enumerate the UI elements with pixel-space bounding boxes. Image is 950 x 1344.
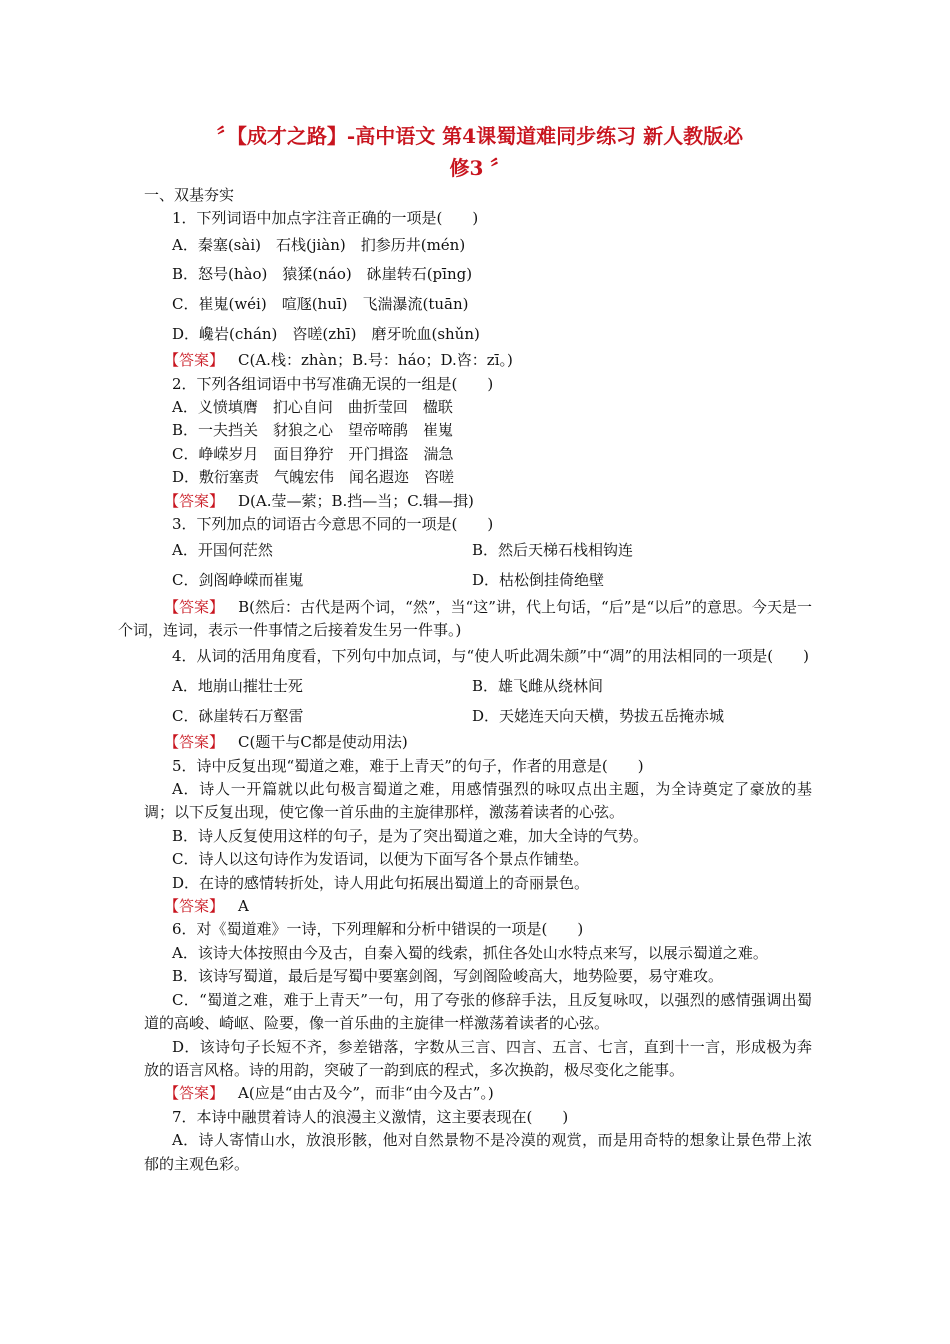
question-4-options-row2 xyxy=(172,702,812,732)
question-3-stem: 3．下列加点的词语古今意思不同的一项是( ) xyxy=(172,515,494,534)
question-2-option-c: C．峥嵘岁月 面目狰狞 开门揖盗 湍急 xyxy=(172,444,454,463)
question-4-option-c: C．砯崖转石万壑雷 xyxy=(172,706,304,725)
document-body xyxy=(118,184,812,1176)
question-6-answer xyxy=(164,1082,812,1105)
question-2-stem: 2．下列各组词语中书写准确无误的一组是( ) xyxy=(172,374,494,393)
answer-label: 【答案】 xyxy=(164,733,225,752)
document-title-line1: 〞【成才之路】-高中语文 第4课蜀道难同步练习 新人教版必 xyxy=(216,124,744,148)
question-1-option-a: A．秦塞(sài) 石栈(jiàn) 扪参历井(mén) xyxy=(172,235,466,254)
answer-text: A(应是“由古及今”，而非“由今及古”。) xyxy=(238,1084,494,1103)
question-5-answer xyxy=(164,895,812,918)
question-3-option-c: C．剑阁峥嵘而崔嵬 xyxy=(172,571,304,590)
question-6-option-a: A．该诗大体按照由今及古，自秦入蜀的线索，抓住各处山水特点来写，以展示蜀道之难。 xyxy=(172,943,768,962)
answer-text: C(A.栈：zhàn；B.号：háo；D.咨：zī。) xyxy=(238,351,513,370)
answer-label: 【答案】 xyxy=(164,491,225,510)
answer-text: B(然后：古代是两个词，“然”，当“这”讲，代上句话，“后”是“以后”的意思。今天是一个词，连词，表示一件事情之后接着发生另一件事。) xyxy=(118,597,812,640)
question-3-answer xyxy=(118,596,812,643)
answer-text: A xyxy=(238,897,249,916)
question-5-option-a: A．诗人一开篇就以此句极言蜀道之难，用感情强烈的咏叹点出主题，为全诗奠定了豪放的基调；以下反复出现，使它像一首乐曲的主旋律那样，激荡着读者的心弦。 xyxy=(144,780,812,822)
question-2-option-b: B．一夫挡关 豺狼之心 望帝啼鹃 崔嵬 xyxy=(172,421,454,440)
question-4-answer xyxy=(164,731,812,754)
question-1-answer xyxy=(164,349,812,372)
question-2-option-d: D．敷衍塞责 气魄宏伟 闻名遐迩 咨嗟 xyxy=(172,468,455,487)
question-4-option-b: B．雄飞雌从绕林间 xyxy=(472,677,604,696)
question-3-options-row1 xyxy=(172,536,812,566)
question-3-option-d: D．枯松倒挂倚绝壁 xyxy=(472,571,605,590)
question-1-stem: 1．下列词语中加点字注音正确的一项是( ) xyxy=(172,209,479,228)
question-5-stem: 5．诗中反复出现“蜀道之难，难于上青天”的句子，作者的用意是( ) xyxy=(172,756,644,775)
question-1-option-d: D．巉岩(chán) 咨嗟(zhī) 磨牙吮血(shǔn) xyxy=(172,324,480,343)
question-2-answer xyxy=(164,490,812,513)
question-5-option-d: D．在诗的感情转折处，诗人用此句拓展出蜀道上的奇丽景色。 xyxy=(172,873,590,892)
answer-label: 【答案】 xyxy=(164,351,225,370)
question-7-option-a: A．诗人寄情山水，放浪形骸，他对自然景物不是冷漠的观赏，而是用奇特的想象让景色带上浓郁的主观色彩。 xyxy=(144,1131,812,1173)
question-6-option-c: C．“蜀道之难，难于上青天”一句，用了夸张的修辞手法，且反复咏叹，以强烈的感情强调出蜀道的高峻、崎岖、险要，像一首乐曲的主旋律一样激荡着读者的心弦。 xyxy=(144,990,812,1033)
answer-text: C(题干与C都是使动用法) xyxy=(238,733,408,752)
question-6-option-d: D．该诗句子长短不齐，参差错落，字数从三言、四言、五言、七言，直到十一言，形成极为奔放的语言风格。诗的用韵，突破了一韵到底的程式，多次换韵，极尽变化之能事。 xyxy=(144,1037,812,1079)
question-4-stem: 4．从词的活用角度看，下列句中加点词，与“使人听此凋朱颜”中“凋”的用法相同的一项是( ) xyxy=(172,647,809,666)
question-2-option-a: A．义愤填膺 扪心自问 曲折莹回 楹联 xyxy=(172,398,453,416)
answer-text: D(A.莹—萦；B.挡—当；C.辑—揖) xyxy=(238,491,474,510)
section-heading: 一、双基夯实 xyxy=(144,186,235,204)
question-4-options-row1 xyxy=(172,672,812,702)
question-3-option-a: A．开国何茫然 xyxy=(172,541,273,560)
question-4-option-d: D．天姥连天向天横，势拔五岳掩赤城 xyxy=(472,706,725,725)
question-6-stem: 6．对《蜀道难》一诗，下列理解和分析中错误的一项是( ) xyxy=(172,920,584,939)
question-5-option-c: C．诗人以这句诗作为发语词，以便为下面写各个景点作铺垫。 xyxy=(172,850,589,869)
question-7-stem: 7．本诗中融贯着诗人的浪漫主义激情，这主要表现在( ) xyxy=(172,1107,569,1126)
question-1-option-b: B．怒号(hào) 猿猱(náo) 砯崖转石(pīng) xyxy=(172,265,473,284)
question-3-options-row2 xyxy=(172,566,812,596)
question-5-option-b: B．诗人反复使用这样的句子，是为了突出蜀道之难，加大全诗的气势。 xyxy=(172,826,649,845)
question-4-option-a: A．地崩山摧壮士死 xyxy=(172,677,303,696)
answer-label: 【答案】 xyxy=(164,1084,225,1103)
answer-label: 【答案】 xyxy=(164,897,225,916)
document-title-line2: 修3 〞 xyxy=(449,156,511,180)
answer-label: 【答案】 xyxy=(164,597,225,616)
question-6-option-b: B．该诗写蜀道，最后是写蜀中要塞剑阁，写剑阁险峻高大，地势险要，易守难攻。 xyxy=(172,967,724,986)
question-3-option-b: B．然后天梯石栈相钩连 xyxy=(472,541,634,560)
question-1-option-c: C．崔嵬(wéi) 喧豗(huī) 飞湍瀑流(tuān) xyxy=(172,295,469,313)
